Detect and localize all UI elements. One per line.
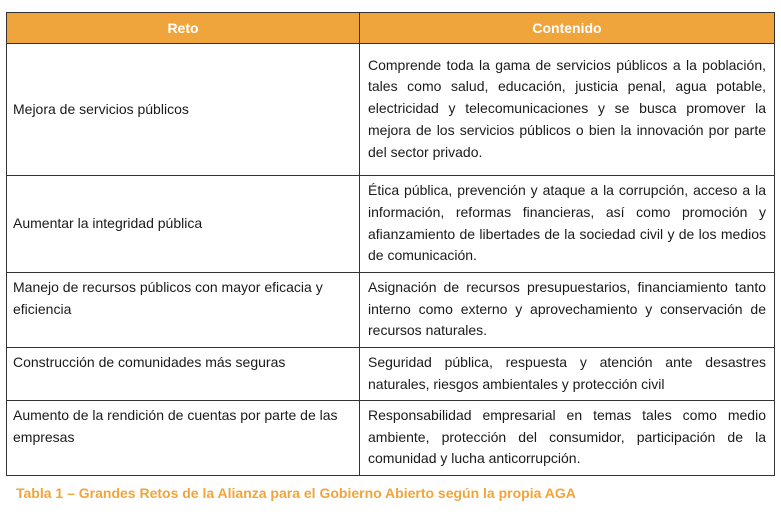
table-row <box>7 44 775 176</box>
contenido-cell: Ética pública, prevención y ataque a la corrupción, acceso a la información, reformas financieras, así como promoción y afianzamiento de libertades de la sociedad civil y de los medios de comunicación. <box>360 176 775 273</box>
table-row <box>7 176 775 273</box>
reto-cell: Aumento de la rendición de cuentas por parte de las empresas <box>7 401 360 476</box>
contenido-cell: Comprende toda la gama de servicios públicos a la población, tales como salud, educación, justicia penal, agua potable, electricidad y telecomunicaciones y se busca promover la mejora de los servicios públicos o bien la innovación por parte del sector privado. <box>360 44 775 176</box>
reto-cell: Manejo de recursos públicos con mayor eficacia y eficiencia <box>7 273 360 348</box>
reto-cell: Construcción de comunidades más seguras <box>7 348 360 401</box>
retos-table-container <box>6 12 774 476</box>
contenido-cell: Seguridad pública, respuesta y atención ante desastres naturales, riesgos ambientales y protección civil <box>360 348 775 401</box>
contenido-cell: Asignación de recursos presupuestarios, financiamiento tanto interno como externo y aprovechamiento y conservación de recursos naturales. <box>360 273 775 348</box>
header-reto: Reto <box>7 13 360 44</box>
table-row <box>7 273 775 348</box>
retos-table <box>6 12 775 476</box>
contenido-cell: Responsabilidad empresarial en temas tales como medio ambiente, protección del consumidor, participación de la comunidad y lucha anticorrupción. <box>360 401 775 476</box>
table-row <box>7 401 775 476</box>
table-row <box>7 348 775 401</box>
reto-cell: Mejora de servicios públicos <box>7 44 360 176</box>
reto-cell: Aumentar la integridad pública <box>7 176 360 273</box>
header-contenido: Contenido <box>360 13 775 44</box>
table-header-row <box>7 13 775 44</box>
table-caption: Tabla 1 – Grandes Retos de la Alianza para el Gobierno Abierto según la propia AGA <box>16 485 576 501</box>
